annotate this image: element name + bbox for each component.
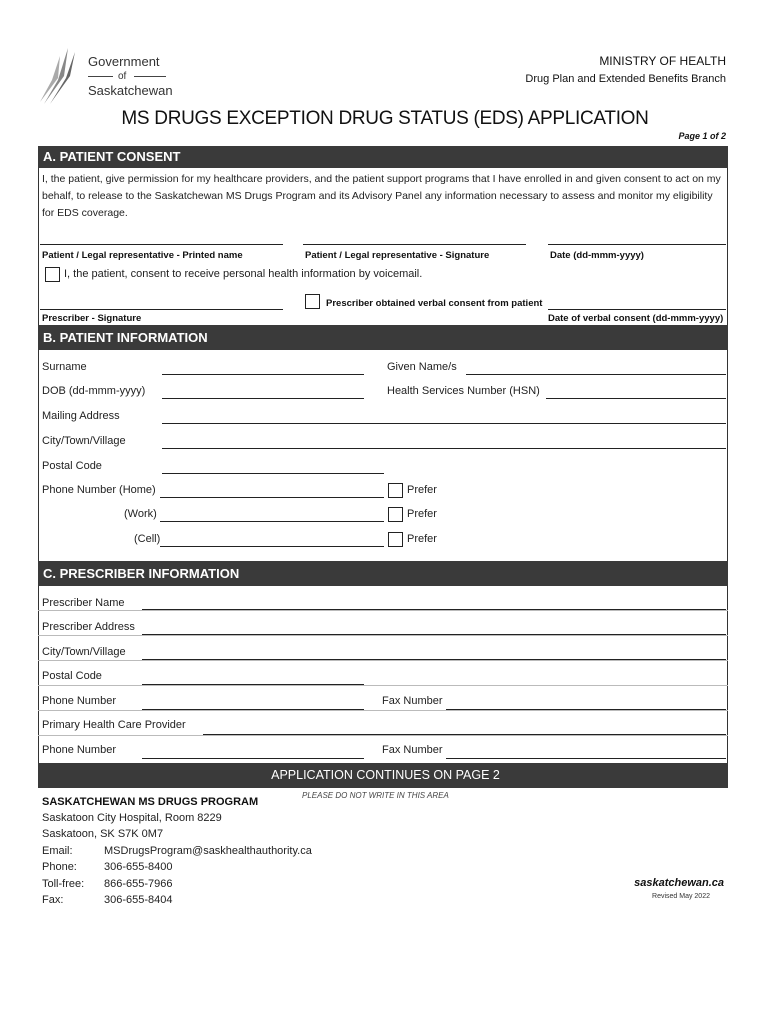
surname-label: Surname: [42, 361, 87, 373]
prescriber-city-field[interactable]: [142, 659, 726, 660]
provider-fax-field[interactable]: [446, 758, 726, 759]
phone-work-label: (Work): [124, 508, 157, 520]
prefer-home-checkbox[interactable]: [388, 483, 403, 498]
prescriber-phone-field[interactable]: [142, 709, 364, 710]
verbal-date-field[interactable]: [548, 309, 726, 310]
section-c-box: [38, 586, 728, 763]
prefer-cell-label: Prefer: [407, 533, 437, 545]
voicemail-checkbox[interactable]: [45, 267, 60, 282]
phone-home-label: Phone Number (Home): [42, 484, 156, 496]
printed-name-field[interactable]: [40, 244, 283, 245]
signature-label: Patient / Legal representative - Signature: [305, 250, 490, 261]
prescriber-name-label: Prescriber Name: [42, 597, 125, 609]
postal-code-field[interactable]: [162, 473, 384, 474]
address-line-1: Saskatoon City Hospital, Room 8229: [42, 812, 222, 824]
continues-banner: APPLICATION CONTINUES ON PAGE 2: [38, 763, 728, 788]
fax-value: 306-655-8404: [104, 894, 173, 906]
printed-name-label: Patient / Legal representative - Printed name: [42, 250, 243, 261]
prescriber-signature-label: Prescriber - Signature: [42, 313, 142, 324]
phone-value: 306-655-8400: [104, 861, 173, 873]
hsn-field[interactable]: [546, 398, 726, 399]
logo-text-of: of: [118, 71, 127, 82]
prescriber-fax-field[interactable]: [446, 709, 726, 710]
primary-provider-field[interactable]: [203, 734, 726, 735]
prefer-cell-checkbox[interactable]: [388, 532, 403, 547]
tollfree-label: Toll-free:: [42, 878, 85, 890]
hsn-label: Health Services Number (HSN): [387, 385, 540, 397]
prescriber-city-label: City/Town/Village: [42, 646, 126, 658]
verbal-date-label: Date of verbal consent (dd-mmm-yyyy): [548, 313, 724, 324]
section-c-heading: C. PRESCRIBER INFORMATION: [38, 561, 728, 586]
website-link[interactable]: saskatchewan.ca: [634, 877, 724, 889]
phone-cell-field[interactable]: [160, 546, 384, 547]
prescriber-fax-label: Fax Number: [382, 695, 443, 707]
dob-label: DOB (dd-mmm-yyyy): [42, 385, 146, 397]
page-number: Page 1 of 2: [678, 131, 726, 141]
dob-field[interactable]: [162, 398, 364, 399]
phone-home-field[interactable]: [160, 497, 384, 498]
program-name: SASKATCHEWAN MS DRUGS PROGRAM: [42, 796, 259, 808]
prescriber-address-field[interactable]: [142, 634, 726, 635]
provider-fax-label: Fax Number: [382, 744, 443, 756]
prescriber-name-field[interactable]: [142, 609, 726, 610]
date-field[interactable]: [548, 244, 726, 245]
prescriber-postal-label: Postal Code: [42, 670, 102, 682]
given-names-field[interactable]: [466, 374, 726, 375]
prefer-work-checkbox[interactable]: [388, 507, 403, 522]
given-names-label: Given Name/s: [387, 361, 457, 373]
phone-work-field[interactable]: [160, 521, 384, 522]
verbal-consent-checkbox[interactable]: [305, 294, 320, 309]
provider-phone-field[interactable]: [142, 758, 364, 759]
revised-date: Revised May 2022: [652, 893, 710, 900]
prescriber-signature-field[interactable]: [40, 309, 283, 310]
signature-field[interactable]: [303, 244, 526, 245]
tollfree-value: 866-655-7966: [104, 878, 173, 890]
primary-provider-label: Primary Health Care Provider: [42, 719, 186, 731]
mailing-address-field[interactable]: [162, 423, 726, 424]
email-label: Email:: [42, 845, 73, 857]
page-title: MS DRUGS EXCEPTION DRUG STATUS (EDS) APPLICATION: [121, 108, 649, 129]
voicemail-label: I, the patient, consent to receive personal health information by voicemail.: [64, 268, 423, 280]
surname-field[interactable]: [162, 374, 364, 375]
city-label: City/Town/Village: [42, 435, 126, 447]
city-field[interactable]: [162, 448, 726, 449]
section-b-heading: B. PATIENT INFORMATION: [38, 325, 728, 350]
saskatchewan-logo-icon: [38, 46, 82, 106]
phone-cell-label: (Cell): [134, 533, 161, 545]
address-line-2: Saskatoon, SK S7K 0M7: [42, 828, 164, 840]
logo-text-saskatchewan: Saskatchewan: [88, 83, 173, 98]
mailing-address-label: Mailing Address: [42, 410, 120, 422]
section-b-box: [38, 350, 728, 561]
prefer-home-label: Prefer: [407, 484, 437, 496]
email-link[interactable]: MSDrugsProgram@saskhealthauthority.ca: [104, 845, 312, 857]
fax-label: Fax:: [42, 894, 64, 906]
prescriber-postal-field[interactable]: [142, 684, 364, 685]
branch-name: Drug Plan and Extended Benefits Branch: [525, 73, 726, 85]
section-a-heading: A. PATIENT CONSENT: [38, 146, 728, 168]
prescriber-address-label: Prescriber Address: [42, 621, 135, 633]
postal-code-label: Postal Code: [42, 460, 102, 472]
prefer-work-label: Prefer: [407, 508, 437, 520]
consent-text: I, the patient, give permission for my healthcare providers, and the patient support programs that I have enrolled in and given consent to act on my behalf, to release to the Saskatchewan MS Drugs Program and its Advisory Panel any information necessary to assess and monitor my eligibility for EDS coverage.: [42, 173, 721, 219]
logo-text-government: Government: [88, 54, 160, 69]
ministry-name: MINISTRY OF HEALTH: [599, 54, 726, 68]
verbal-consent-label: Prescriber obtained verbal consent from patient: [326, 298, 543, 309]
do-not-write-note: PLEASE DO NOT WRITE IN THIS AREA: [302, 791, 449, 800]
date-label: Date (dd-mmm-yyyy): [550, 250, 644, 261]
prescriber-phone-label: Phone Number: [42, 695, 116, 707]
provider-phone-label: Phone Number: [42, 744, 116, 756]
phone-label: Phone:: [42, 861, 77, 873]
